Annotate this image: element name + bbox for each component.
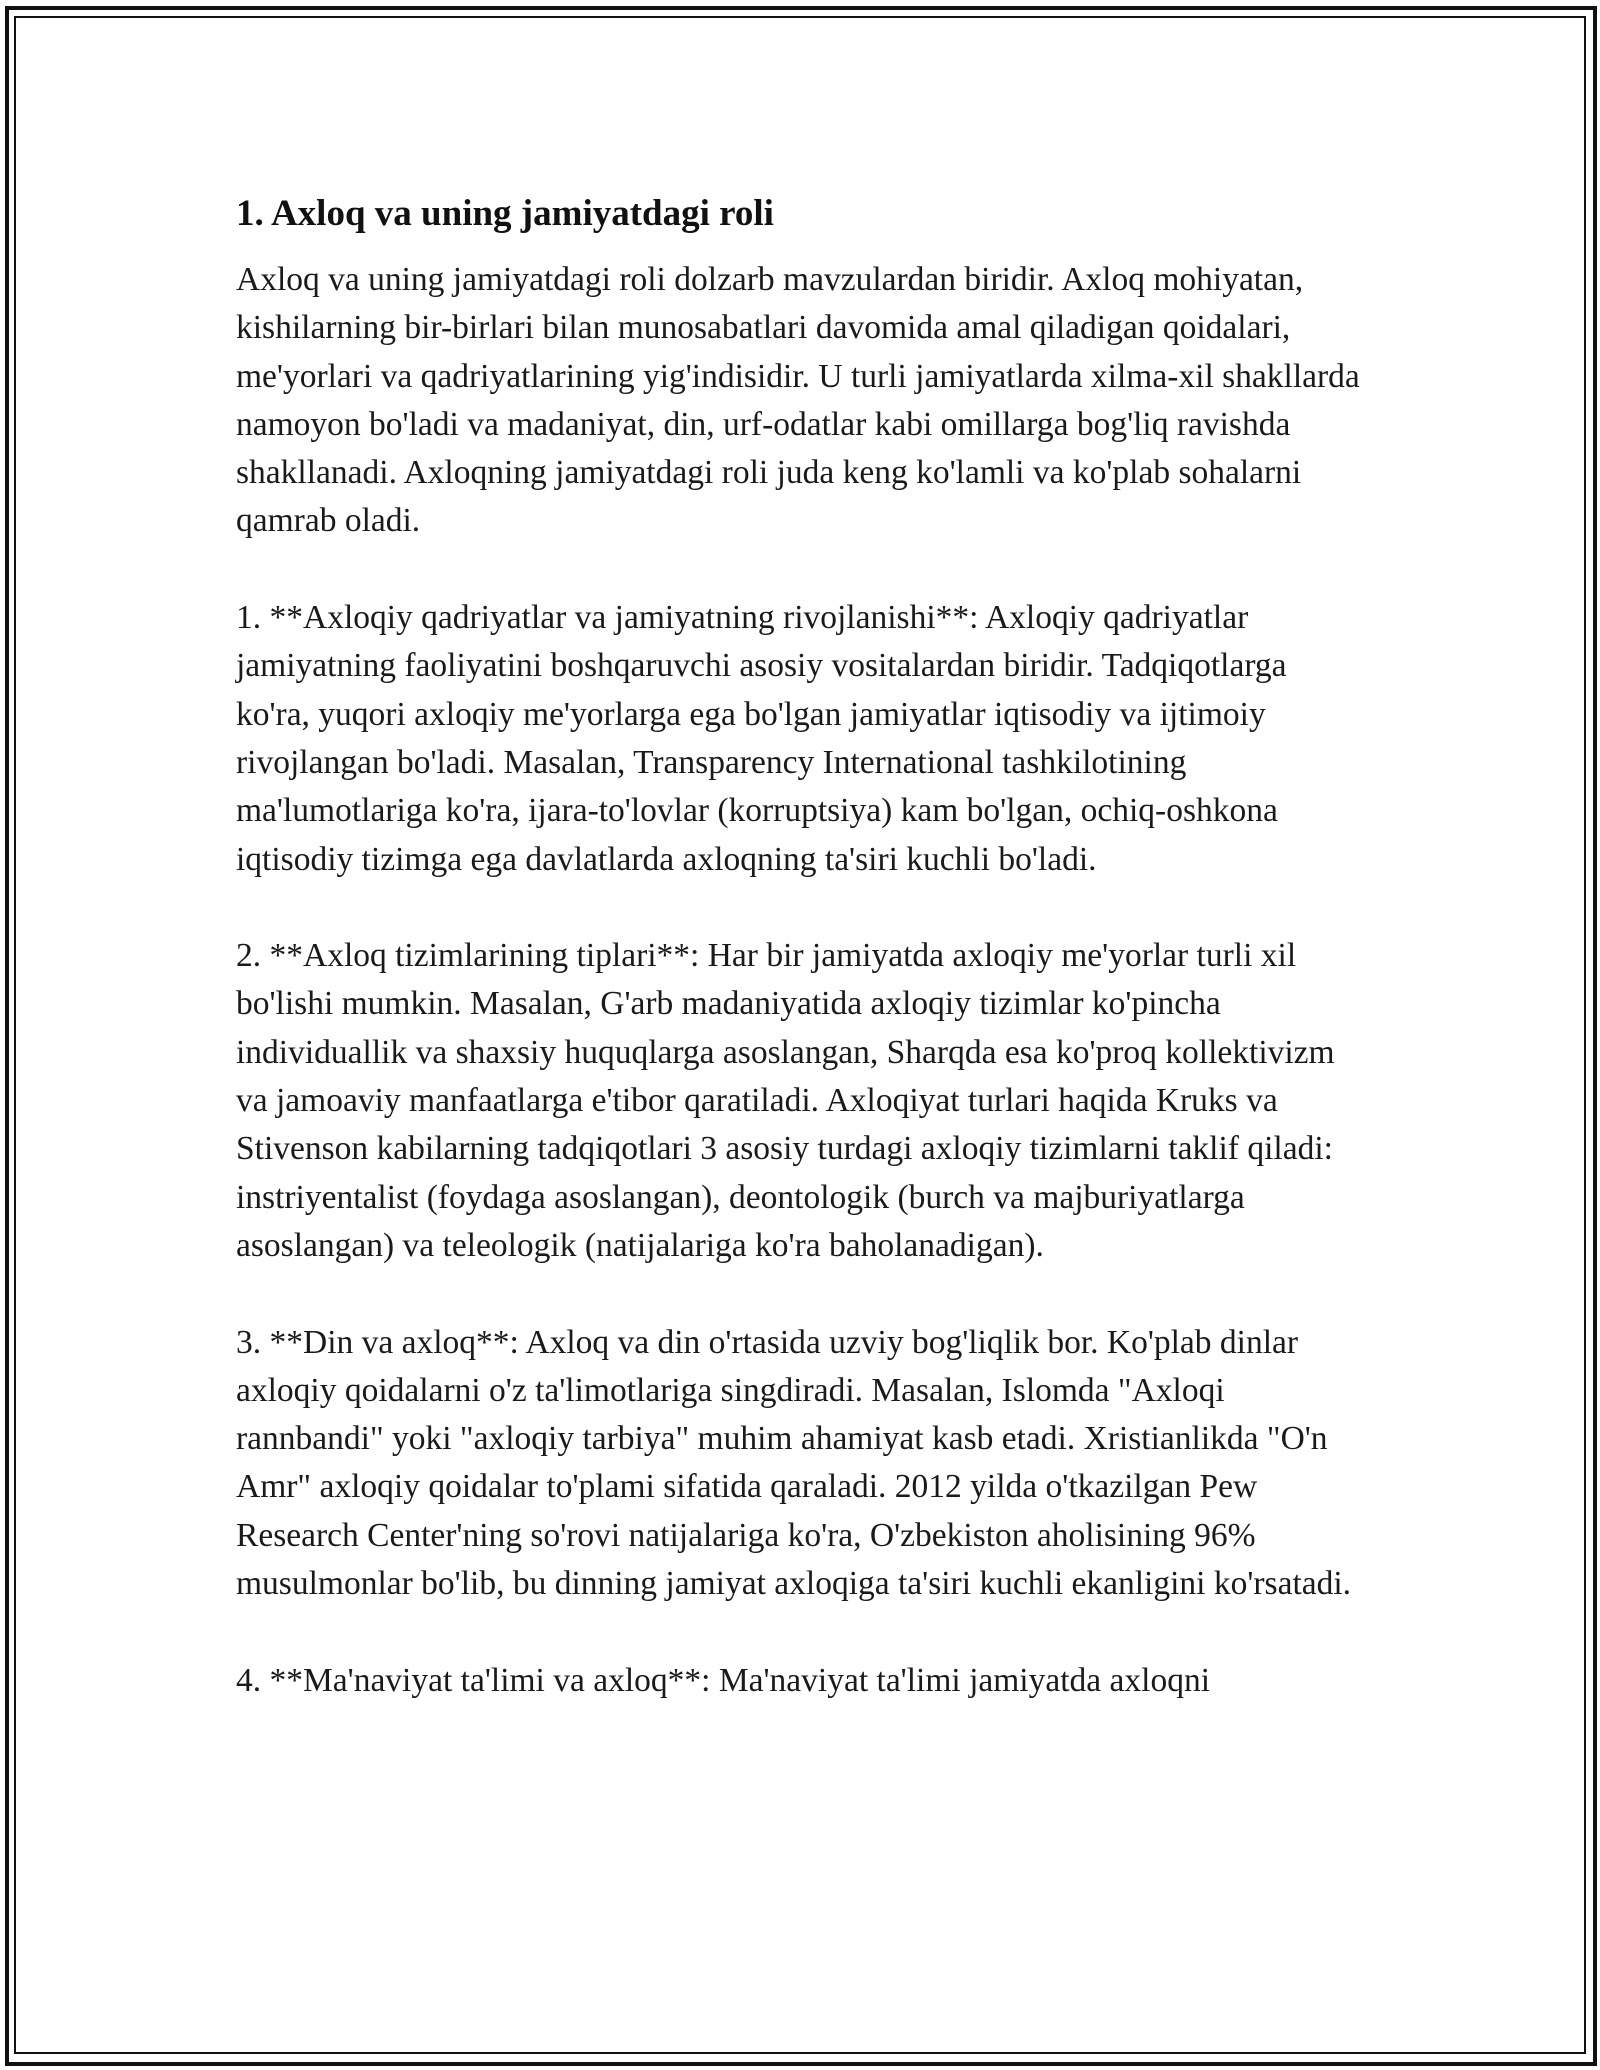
paragraph-item-4: 4. **Ma'naviyat ta'limi va axloq**: Ma'naviyat ta'limi jamiyatda axloqni xyxy=(236,1661,1211,1699)
section-heading: 1. Axloq va uning jamiyatdagi roli xyxy=(236,193,774,234)
paragraph-intro: Axloq va uning jamiyatdagi roli dolzarb mavzulardan biridir. Axloq mohiyatan, kishilarning bir-birlari bilan munosabatlari davomida amal qiladigan qoidalari, me'yorlari va qadriyatlarining yig'indisidir. U turli jamiyatlarda xilma-xil shakllarda namoyon bo'ladi va madaniyat, din, urf-odatlar kabi omillarga bog'liq ravishda shakllanadi. Axloqning jamiyatdagi roli juda keng ko'lamli va ko'plab sohalarni qamrab oladi. xyxy=(236,261,1360,540)
paragraph-item-2: 2. **Axloq tizimlarining tiplari**: Har bir jamiyatda axloqiy me'yorlar turli xil bo'lishi mumkin. Masalan, G'arb madaniyatida axloqiy tizimlar ko'pincha individuallik va shaxsiy huquqlarga asoslangan, Sharqda esa ko'proq kollektivizm va jamoaviy manfaatlarga e'tibor qaratiladi. Axloqiyat turlari haqida Kruks va Stivenson kabilarning tadqiqotlari 3 asosiy turdagi axloqiy tizimlarni taklif qiladi: instriyentalist (foydaga asoslangan), deontologik (burch va majburiyatlarga asoslangan) va teleologik (natijalariga ko'ra baholanadigan). xyxy=(236,937,1335,1264)
document-body xyxy=(236,186,1366,1705)
paragraph-item-3: 3. **Din va axloq**: Axloq va din o'rtasida uzviy bog'liqlik bor. Ko'plab dinlar axloqiy qoidalarni o'z ta'limotlariga singdiradi. Masalan, Islomda "Axloqi rannbandi" yoki "axloqiy tarbiya" muhim ahamiyat kasb etadi. Xristianlikda "O'n Amr" axloqiy qoidalar to'plami sifatida qaraladi. 2012 yilda o'tkazilgan Pew Research Center'ning so'rovi natijalariga ko'ra, O'zbekiston aholisining 96% musulmonlar bo'lib, bu dinning jamiyat axloqiga ta'siri kuchli ekanligini ko'rsatadi. xyxy=(236,1323,1352,1603)
paragraph-item-1: 1. **Axloqiy qadriyatlar va jamiyatning rivojlanishi**: Axloqiy qadriyatlar jamiyatning faoliyatini boshqaruvchi asosiy vositalardan biridir. Tadqiqotlarga ko'ra, yuqori axloqiy me'yorlarga ega bo'lgan jamiyatlar iqtisodiy va ijtimoiy rivojlangan bo'ladi. Masalan, Transparency International tashkilotining ma'lumotlariga ko'ra, ijara-to'lovlar (korruptsiya) kam bo'lgan, ochiq-oshkona iqtisodiy tizimga ega davlatlarda axloqning ta'siri kuchli bo'ladi. xyxy=(236,599,1287,878)
